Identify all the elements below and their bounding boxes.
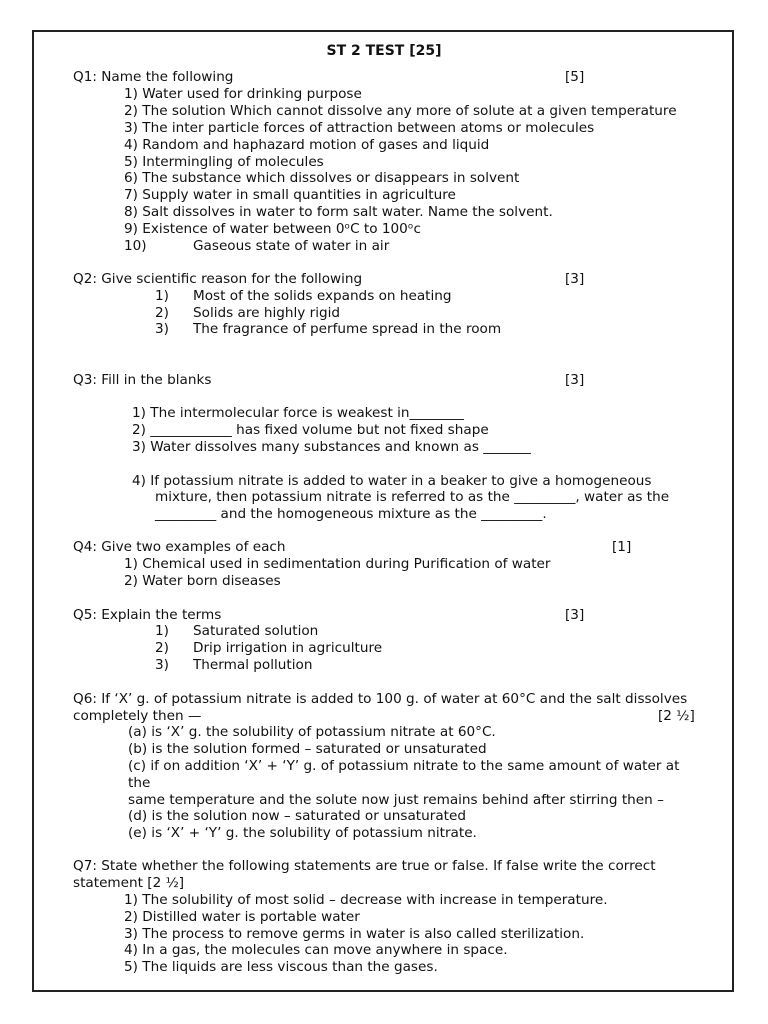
q4-label: Q4: xyxy=(73,539,97,555)
list-item: 3) The process to remove germs in water is also called sterilization. xyxy=(124,926,585,942)
list-item: 9) Existence of water between 0ᵒC to 100ᵒc xyxy=(124,221,421,237)
sub-item: (b) is the solution formed – saturated or unsaturated xyxy=(128,741,487,757)
list-item: 2) Distilled water is portable water xyxy=(124,909,360,925)
list-item-continuation: _________ and the homogeneous mixture as the _________. xyxy=(155,506,547,522)
q2-marks: [3] xyxy=(565,271,585,287)
list-item: 3) Thermal pollution xyxy=(155,657,313,673)
q6-marks: [2 ½] xyxy=(658,708,695,724)
list-item: 1) Saturated solution xyxy=(155,623,319,639)
list-item-continuation: mixture, then potassium nitrate is referred to as the _________, water as the xyxy=(155,489,670,505)
q7-label: Q7: xyxy=(73,858,97,874)
q7-text: State whether the following statements are true or false. If false write the correct xyxy=(101,858,656,874)
q7-heading xyxy=(73,858,656,875)
q6-heading xyxy=(73,691,687,708)
q4-heading xyxy=(73,539,286,556)
q4-marks: [1] xyxy=(612,539,632,555)
list-item: 4) If potassium nitrate is added to water in a beaker to give a homogeneous xyxy=(132,473,652,489)
q1-text: Name the following xyxy=(101,69,234,85)
sub-item: (c) if on addition ‘X’ + ‘Y’ g. of potassium nitrate to the same amount of water at xyxy=(128,758,680,774)
q1-label: Q1: xyxy=(73,69,97,85)
list-item: 4) In a gas, the molecules can move anywhere in space. xyxy=(124,942,508,958)
sub-item: (e) is ‘X’ + ‘Y’ g. the solubility of potassium nitrate. xyxy=(128,825,477,841)
list-item: 3) Water dissolves many substances and known as _______ xyxy=(132,439,531,455)
q3-heading xyxy=(73,372,211,389)
sub-item: the xyxy=(128,775,151,791)
list-item: 2) Solids are highly rigid xyxy=(155,305,341,321)
q3-text: Fill in the blanks xyxy=(101,372,212,388)
list-item: 1) Most of the solids expands on heating xyxy=(155,288,452,304)
q6-text-continuation: completely then — xyxy=(73,708,202,724)
list-item: 7) Supply water in small quantities in agriculture xyxy=(124,187,456,203)
q1-heading xyxy=(73,69,233,86)
q2-label: Q2: xyxy=(73,271,97,287)
q6-label: Q6: xyxy=(73,691,97,707)
list-item: 5) The liquids are less viscous than the gases. xyxy=(124,959,438,975)
q3-label: Q3: xyxy=(73,372,97,388)
list-item: 8) Salt dissolves in water to form salt water. Name the solvent. xyxy=(124,204,553,220)
list-item: 3) The inter particle forces of attraction between atoms or molecules xyxy=(124,120,595,136)
list-item: 2) Drip irrigation in agriculture xyxy=(155,640,383,656)
sub-item: (a) is ‘X’ g. the solubility of potassium nitrate at 60°C. xyxy=(128,724,496,740)
list-item: 1) The solubility of most solid – decrease with increase in temperature. xyxy=(124,892,608,908)
q1-marks: [5] xyxy=(565,69,585,85)
list-item: 1) Water used for drinking purpose xyxy=(124,86,362,102)
q6-text: If ‘X’ g. of potassium nitrate is added to 100 g. of water at 60°C and the salt dissolves xyxy=(101,691,688,707)
list-item: 10) Gaseous state of water in air xyxy=(124,238,390,254)
q7-text-continuation: statement [2 ½] xyxy=(73,875,185,891)
list-item: 2) ____________ has fixed volume but not fixed shape xyxy=(132,422,489,438)
list-item: 5) Intermingling of molecules xyxy=(124,154,324,170)
list-item: 1) The intermolecular force is weakest in________ xyxy=(132,405,464,421)
q5-marks: [3] xyxy=(565,607,585,623)
q2-text: Give scientific reason for the following xyxy=(101,271,363,287)
list-item: 2) Water born diseases xyxy=(124,573,281,589)
list-item: 3) The fragrance of perfume spread in the room xyxy=(155,321,502,337)
q3-marks: [3] xyxy=(565,372,585,388)
sub-item: (d) is the solution now – saturated or unsaturated xyxy=(128,808,466,824)
sub-item: same temperature and the solute now just remains behind after stirring then – xyxy=(128,792,664,808)
q5-heading xyxy=(73,607,221,624)
q5-label: Q5: xyxy=(73,607,97,623)
q2-heading xyxy=(73,271,362,288)
q5-text: Explain the terms xyxy=(101,607,222,623)
page-title: ST 2 TEST [25] xyxy=(326,43,442,59)
list-item: 1) Chemical used in sedimentation during Purification of water xyxy=(124,556,551,572)
q4-text: Give two examples of each xyxy=(101,539,286,555)
list-item: 4) Random and haphazard motion of gases and liquid xyxy=(124,137,490,153)
list-item: 2) The solution Which cannot dissolve any more of solute at a given temperature xyxy=(124,103,677,119)
list-item: 6) The substance which dissolves or disappears in solvent xyxy=(124,170,520,186)
